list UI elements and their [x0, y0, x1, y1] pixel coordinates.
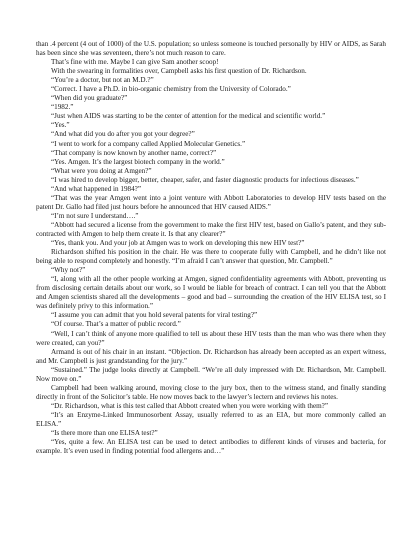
paragraph-2: That’s fine with me. Maybe I can give Sam another scoop!	[51, 58, 219, 67]
paragraph-13: “Yes. Amgen. It’s the largest biotech company in the world.”	[51, 157, 225, 166]
paragraph-3: With the swearing in formalities over, Campbell asks his first question of Dr. Richardson.	[51, 67, 307, 76]
paragraph-15: “I was hired to develop bigger, better, cheaper, safer, and faster diagnostic products for infectious diseases.”	[51, 175, 359, 184]
paragraph-30: “Dr. Richardson, what is this test called that Abbott created when you were working with them?”	[51, 401, 329, 410]
paragraph-27: Armand is out of his chair in an instant. “Objection. Dr. Richardson has already been accepted as an expert witness, and Mr. Campbell is just grandstanding for the jury.”	[36, 347, 386, 365]
paragraph-10: “And what did you do after you got your degree?”	[51, 130, 195, 139]
paragraph-7: “1982.”	[51, 103, 74, 112]
paragraph-32: “Is there more than one ELISA test?”	[51, 429, 158, 438]
paragraph-31: “It’s an Enzyme-Linked Immunosorbent Assay, usually referred to as an EIA, but more commonly called an ELISA.”	[36, 410, 386, 428]
paragraph-12: “That company is now known by another name, correct?”	[51, 148, 217, 157]
paragraph-23: “I, along with all the other people working at Amgen, signed confidentiality agreements with Abbott, preventing us from disclosing certain details about our work, so I would be liable for breach of contract. I can tell you that the Abbott and Amgen scientists shared all the developments – good and bad – surrounding the creation of the HIV ELISA test, so I was definitely privy to this information.”	[36, 275, 386, 311]
paragraph-6: “When did you graduate?”	[51, 94, 128, 103]
paragraph-24: “I assume you can admit that you hold several patents for viral testing?”	[51, 311, 258, 320]
paragraph-22: “Why not?”	[51, 266, 86, 275]
paragraph-21: Richardson shifted his position in the chair. He was there to cooperate fully with Campbell, and he didn’t like not being able to respond completely and honestly. “I’m afraid I can’t answer that question, Mr. Campbell.”	[36, 248, 386, 266]
paragraph-14: “What were you doing at Amgen?”	[51, 166, 152, 175]
paragraph-28: “Sustained.” The judge looks directly at Campbell. “We’re all duly impressed with Dr. Richardson, Mr. Campbell. Now move on.”	[36, 365, 386, 383]
paragraph-4: “You’re a doctor, but not an M.D.?”	[51, 76, 154, 85]
paragraph-17: “That was the year Amgen went into a joint venture with Abbott Laboratories to develop HIV tests based on the patent Dr. Gallo had filed just hours before he announced that HIV caused AIDS.”	[36, 193, 386, 211]
paragraph-33: “Yes, quite a few. An ELISA test can be used to detect antibodies to different kinds of viruses and bacteria, for example. It’s even used in finding potential food allergens and…”	[36, 438, 386, 456]
paragraph-18: “I’m not sure I understand….”	[51, 211, 139, 220]
paragraph-9: “Yes.”	[51, 121, 70, 130]
document-page	[36, 40, 386, 456]
paragraph-5: “Correct. I have a Ph.D. in bio-organic chemistry from the University of Colorado.”	[51, 85, 291, 94]
paragraph-8: “Just when AIDS was starting to be the center of attention for the medical and scientific world.”	[51, 112, 326, 121]
paragraph-11: “I went to work for a company called Applied Molecular Genetics.”	[51, 139, 246, 148]
paragraph-20: “Yes, thank you. And your job at Amgen was to work on developing this new HIV test?”	[51, 239, 305, 248]
paragraph-29: Campbell had been walking around, moving close to the jury box, then to the witness stand, and finally standing directly in front of the Solicitor’s table. He now moves back to the lawyer’s lectern and reviews his notes.	[36, 383, 386, 401]
paragraph-1: than .4 percent (4 out of 1000) of the U.S. population; so unless someone is touched personally by HIV or AIDS, as Sarah has been since she was seventeen, there’s not much reason to care.	[36, 40, 386, 58]
paragraph-26: “Well, I can’t think of anyone more qualified to tell us about these HIV tests than the man who was there when they were created, can you?”	[36, 329, 386, 347]
paragraph-25: “Of course. That’s a matter of public record.”	[51, 320, 181, 329]
paragraph-16: “And what happened in 1984?”	[51, 184, 142, 193]
paragraph-19: “Abbott had secured a license from the government to make the first HIV test, based on Gallo’s patent, and they sub-contracted with Amgen to help them create it. Is that any clearer?”	[36, 220, 386, 238]
